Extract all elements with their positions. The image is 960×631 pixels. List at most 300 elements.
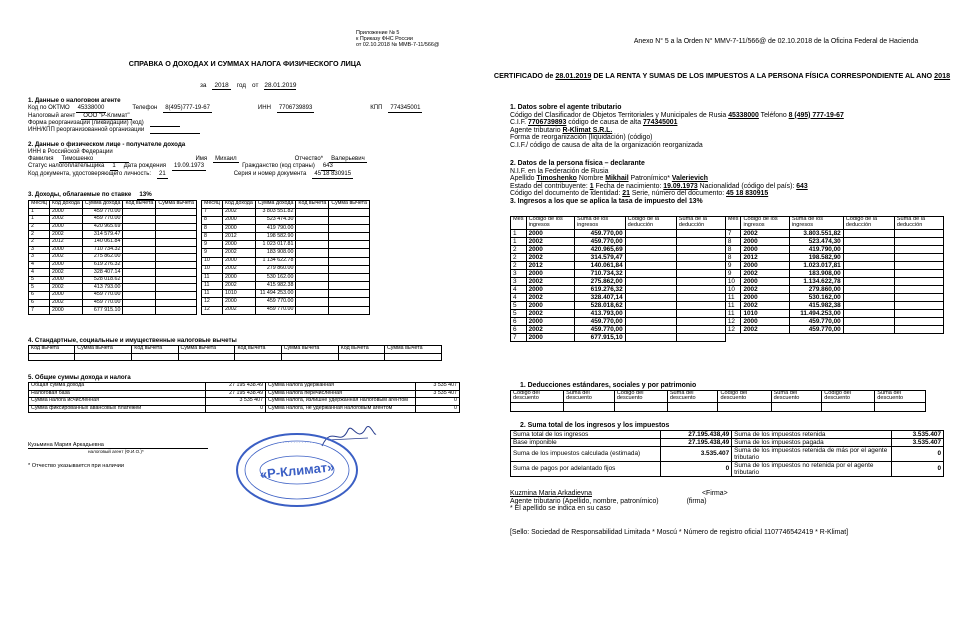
table-row bbox=[29, 405, 460, 413]
income-amount-cell: 3 803 551.82 bbox=[255, 208, 296, 216]
income-code-cell: 2002 bbox=[526, 278, 574, 286]
deduction-code-cell bbox=[843, 278, 894, 286]
table-header-cell: Код дохода bbox=[222, 200, 255, 208]
table-row bbox=[29, 261, 197, 269]
income-amount-cell: 523 474.30 bbox=[255, 216, 296, 224]
table-row bbox=[511, 294, 944, 302]
deduction-code-cell bbox=[843, 229, 894, 237]
income-amount-cell: 530 162.00 bbox=[255, 273, 296, 281]
table-cell bbox=[29, 353, 75, 361]
ru-section-agent: 1. Данные о налоговом агенте Код по ОКТМО 45338000 Телефон 8(495)777-19-67 ИНН 7706739893 КПП 774345001 Налоговый агент ООО "Р-Климат" Форма реорганизации (ликвидации) (код) ИНН/КПП реорганизованной организации bbox=[28, 97, 421, 134]
table-cell bbox=[771, 403, 822, 412]
table-cell bbox=[511, 403, 564, 412]
month-cell: 3 bbox=[511, 269, 527, 277]
total-label-cell: Общая сумма дохода bbox=[29, 382, 206, 390]
table-row bbox=[201, 306, 369, 314]
income-amount-cell: 413.793,00 bbox=[575, 310, 626, 318]
month-cell: 9 bbox=[725, 261, 741, 269]
deduction-code-cell bbox=[625, 286, 676, 294]
table-header-cell: Código del descuento bbox=[718, 390, 771, 403]
ru-title: СПРАВКА О ДОХОДАХ И СУММАХ НАЛОГА ФИЗИЧЕСКОГО ЛИЦА bbox=[128, 59, 362, 68]
month-cell: 11 bbox=[201, 290, 222, 298]
table-row bbox=[201, 216, 369, 224]
income-amount-cell: 710.734,32 bbox=[575, 269, 626, 277]
table-row bbox=[201, 257, 369, 265]
deduction-code-cell bbox=[625, 269, 676, 277]
deduction-amount-cell bbox=[156, 231, 197, 239]
income-code-cell: 2000 bbox=[49, 307, 82, 315]
income-code-cell: 2000 bbox=[526, 286, 574, 294]
table-row bbox=[29, 238, 197, 246]
month-cell: 7 bbox=[201, 208, 222, 216]
deduction-code-cell bbox=[123, 254, 156, 262]
income-code-cell: 2002 bbox=[49, 231, 82, 239]
income-amount-cell: 523.474,30 bbox=[789, 237, 843, 245]
month-cell: 11 bbox=[725, 310, 741, 318]
income-amount-cell: 420.965,69 bbox=[575, 245, 626, 253]
ru-income-table-left bbox=[28, 200, 197, 315]
table-header-cell: Suma del descuento bbox=[771, 390, 822, 403]
month-cell: 1 bbox=[511, 237, 527, 245]
income-amount-cell: 1.023.017,81 bbox=[789, 261, 843, 269]
table-header-cell: Código del descuento bbox=[822, 390, 875, 403]
table-cell bbox=[281, 353, 338, 361]
table-header-cell: Suma del descuento bbox=[875, 390, 926, 403]
deduction-code-cell bbox=[296, 249, 329, 257]
table-header-cell: Código de la deducción bbox=[843, 217, 894, 230]
income-amount-cell: 314.579,47 bbox=[575, 253, 626, 261]
month-cell: 9 bbox=[725, 269, 741, 277]
month-cell: 8 bbox=[201, 224, 222, 232]
deduction-code-cell bbox=[123, 231, 156, 239]
month-cell: 2 bbox=[29, 238, 50, 246]
income-code-cell: 2000 bbox=[526, 229, 574, 237]
total-label-cell: Suma de los impuestos pagada bbox=[732, 438, 892, 446]
income-code-cell: 2002 bbox=[49, 299, 82, 307]
month-cell: 11 bbox=[725, 302, 741, 310]
deduction-code-cell bbox=[296, 298, 329, 306]
income-code-cell: 2002 bbox=[526, 237, 574, 245]
table-row bbox=[201, 249, 369, 257]
income-amount-cell: 279.860,00 bbox=[789, 286, 843, 294]
table-row bbox=[511, 261, 944, 269]
table-row bbox=[511, 278, 944, 286]
income-amount-cell: 459.770,00 bbox=[789, 326, 843, 334]
es-section-totals: 2. Suma total de los ingresos y los impuestos Suma total de los ingresos 27.195.438,49 Suma de los impuestos retenida 3.535.407 Base imponible 27.195.438,49 Suma de los impuestos pagada 3.535.407 Suma de los impuestos calculada (estimada) 3.535.407 Suma de los impuestos retenida de más por el agente tributario 0 Suma de pagos por adelantado fijos 0 Suma de los impuestos no retenida por el agente tributario 0 bbox=[510, 422, 944, 477]
table-row bbox=[511, 334, 944, 342]
es-signer: Kuzmina Maria Arkadievna <Firma> Agente tributario (Apellido, nombre, patronímico) (firma) * El apellido se indica en su caso bbox=[510, 490, 728, 513]
month-cell: 11 bbox=[201, 282, 222, 290]
month-cell: 2 bbox=[511, 245, 527, 253]
income-code-cell: 2002 bbox=[222, 249, 255, 257]
income-amount-cell: 314 579.47 bbox=[82, 231, 123, 239]
income-amount-cell: 275.862,00 bbox=[575, 278, 626, 286]
deduction-code-cell bbox=[843, 294, 894, 302]
deduction-amount-cell bbox=[156, 292, 197, 300]
income-code-cell: 2000 bbox=[222, 257, 255, 265]
deduction-code-cell bbox=[123, 238, 156, 246]
deduction-code-cell bbox=[123, 292, 156, 300]
table-row bbox=[201, 241, 369, 249]
table-header-cell: Сумма вычета bbox=[156, 200, 197, 208]
deduction-amount-cell bbox=[156, 307, 197, 315]
income-amount-cell: 11.494.253,00 bbox=[789, 310, 843, 318]
svg-text:«Р-Климат»: «Р-Климат» bbox=[259, 459, 335, 482]
deduction-code-cell bbox=[625, 310, 676, 318]
income-code-cell: 2000 bbox=[222, 224, 255, 232]
table-cell bbox=[384, 353, 441, 361]
total-value-cell: 27.195.438,49 bbox=[661, 430, 732, 438]
deduction-code-cell bbox=[625, 237, 676, 245]
income-amount-cell: 140.061,84 bbox=[575, 261, 626, 269]
total-value-cell: 3.535.407 bbox=[892, 438, 944, 446]
month-cell: 1 bbox=[29, 216, 50, 224]
total-value-cell: 3 535 407 bbox=[416, 390, 460, 398]
deduction-amount-cell bbox=[894, 253, 943, 261]
total-label-cell: Suma de los impuestos no retenida por el agente tributario bbox=[732, 461, 892, 476]
table-header-cell: Сумма вычета bbox=[329, 200, 370, 208]
deduction-amount-cell bbox=[894, 237, 943, 245]
es-section-deductions: 1. Deducciones estándares, sociales y por patrimonio Código del descuento Suma del descuento Código del descuento Suma del descuento Código del descuento Suma del descuento Código del descuento Suma del descuento bbox=[510, 382, 944, 412]
deduction-amount-cell bbox=[676, 269, 725, 277]
income-amount-cell: 619.276,32 bbox=[575, 286, 626, 294]
table-row bbox=[511, 229, 944, 237]
income-amount-cell: 415.982,38 bbox=[789, 302, 843, 310]
month-cell: 4 bbox=[511, 286, 527, 294]
month-cell: 8 bbox=[725, 237, 741, 245]
deduction-code-cell bbox=[296, 241, 329, 249]
empty-cell bbox=[789, 334, 843, 342]
table-row bbox=[511, 310, 944, 318]
income-code-cell: 2002 bbox=[741, 326, 789, 334]
deduction-amount-cell bbox=[329, 290, 370, 298]
income-code-cell: 1010 bbox=[222, 290, 255, 298]
income-code-cell: 2012 bbox=[741, 253, 789, 261]
income-code-cell: 2012 bbox=[49, 238, 82, 246]
month-cell: 8 bbox=[725, 245, 741, 253]
income-amount-cell: 710 734.32 bbox=[82, 246, 123, 254]
deduction-amount-cell bbox=[894, 269, 943, 277]
income-code-cell: 2002 bbox=[222, 208, 255, 216]
month-cell: 4 bbox=[29, 261, 50, 269]
deduction-amount-cell bbox=[676, 302, 725, 310]
deduction-code-cell bbox=[123, 261, 156, 269]
income-amount-cell: 459.770,00 bbox=[575, 318, 626, 326]
table-row bbox=[511, 461, 944, 476]
income-amount-cell: 275 862.00 bbox=[82, 254, 123, 262]
table-header-cell: Código del descuento bbox=[614, 390, 667, 403]
total-value-cell: 0 bbox=[892, 446, 944, 461]
total-value-cell: 0 bbox=[416, 405, 460, 413]
income-amount-cell: 1 023 017.81 bbox=[255, 241, 296, 249]
deduction-code-cell bbox=[625, 278, 676, 286]
income-code-cell: 2000 bbox=[741, 318, 789, 326]
table-row bbox=[201, 233, 369, 241]
income-amount-cell: 619 276.32 bbox=[82, 261, 123, 269]
table-row bbox=[29, 276, 197, 284]
table-header-cell: Suma de la deducción bbox=[676, 217, 725, 230]
income-code-cell: 2002 bbox=[49, 284, 82, 292]
table-row bbox=[511, 286, 944, 294]
income-amount-cell: 413 793.00 bbox=[82, 284, 123, 292]
total-value-cell: 3 535 407 bbox=[206, 398, 266, 406]
month-cell: 10 bbox=[201, 257, 222, 265]
income-code-cell: 2000 bbox=[49, 261, 82, 269]
ru-deductions-table bbox=[28, 345, 442, 361]
month-cell: 8 bbox=[201, 233, 222, 241]
income-code-cell: 2000 bbox=[222, 273, 255, 281]
total-value-cell: 27.195.438,49 bbox=[661, 438, 732, 446]
deduction-code-cell bbox=[625, 318, 676, 326]
deduction-amount-cell bbox=[676, 278, 725, 286]
month-cell: 5 bbox=[29, 276, 50, 284]
income-code-cell: 2000 bbox=[49, 276, 82, 284]
deduction-code-cell bbox=[296, 233, 329, 241]
deduction-amount-cell bbox=[894, 278, 943, 286]
month-cell: 1 bbox=[511, 229, 527, 237]
income-amount-cell: 459.770,00 bbox=[575, 229, 626, 237]
total-value-cell: 0 bbox=[206, 405, 266, 413]
income-code-cell: 2000 bbox=[49, 292, 82, 300]
svg-text:· · · · · · · · · · · · · · ·: · · · · · · · · · · · · · · · bbox=[277, 440, 317, 445]
table-row bbox=[201, 224, 369, 232]
deduction-amount-cell bbox=[156, 284, 197, 292]
company-stamp-icon bbox=[232, 430, 362, 510]
income-amount-cell: 677.915,10 bbox=[575, 334, 626, 342]
deduction-amount-cell bbox=[156, 254, 197, 262]
empty-cell bbox=[843, 334, 894, 342]
table-cell bbox=[614, 403, 667, 412]
deduction-amount-cell bbox=[329, 216, 370, 224]
deduction-amount-cell bbox=[156, 216, 197, 224]
month-cell: 11 bbox=[725, 294, 741, 302]
table-header-cell: Сумма вычета bbox=[281, 345, 338, 353]
deduction-code-cell bbox=[123, 216, 156, 224]
income-amount-cell: 1.134.622,78 bbox=[789, 278, 843, 286]
deduction-code-cell bbox=[296, 208, 329, 216]
income-amount-cell: 3.803.551,82 bbox=[789, 229, 843, 237]
income-code-cell: 2002 bbox=[526, 253, 574, 261]
income-amount-cell: 528.018,62 bbox=[575, 302, 626, 310]
table-row bbox=[29, 223, 197, 231]
deduction-amount-cell bbox=[329, 265, 370, 273]
ru-income-table-right bbox=[201, 200, 370, 315]
deduction-code-cell bbox=[296, 273, 329, 281]
month-cell: 10 bbox=[201, 265, 222, 273]
deduction-amount-cell bbox=[156, 276, 197, 284]
table-header-cell: Сумма вычета bbox=[75, 345, 132, 353]
income-amount-cell: 11 494 253.00 bbox=[255, 290, 296, 298]
table-header-cell: Сумма вычета bbox=[178, 345, 235, 353]
table-header-cell: Suma de los ingresos bbox=[575, 217, 626, 230]
es-seal-note: [Sello: Sociedad de Responsabilidad Limitada * Moscú * Número de registro oficial 1107746542419 * R-Klimat] bbox=[510, 529, 849, 536]
table-cell bbox=[718, 403, 771, 412]
table-cell bbox=[75, 353, 132, 361]
deduction-amount-cell bbox=[156, 238, 197, 246]
income-code-cell: 2000 bbox=[49, 208, 82, 216]
income-code-cell: 2000 bbox=[526, 269, 574, 277]
income-code-cell: 2002 bbox=[741, 229, 789, 237]
deduction-code-cell bbox=[296, 290, 329, 298]
table-row bbox=[29, 307, 197, 315]
income-amount-cell: 459 770.00 bbox=[255, 298, 296, 306]
deduction-code-cell bbox=[296, 224, 329, 232]
deduction-amount-cell bbox=[329, 241, 370, 249]
month-cell: 12 bbox=[725, 318, 741, 326]
income-code-cell: 2000 bbox=[526, 302, 574, 310]
deduction-amount-cell bbox=[329, 282, 370, 290]
income-amount-cell: 459.770,00 bbox=[575, 326, 626, 334]
empty-cell bbox=[725, 334, 741, 342]
table-header-cell: Código de los ingresos bbox=[526, 217, 574, 230]
total-value-cell: 3.535.407 bbox=[661, 446, 732, 461]
table-row bbox=[511, 438, 944, 446]
table-header-cell: Месяц bbox=[29, 200, 50, 208]
es-section-person: 2. Datos de la persona física – declarante N.I.F. en la Federación de Rusia Apellido Timoshenko Nombre Mikhail Patronímico* Valerievich Estado del contribuyente: 1 Fecha de nacimiento: 19.09.1973 Nacionalidad (código del país): 643 Código del documento de identidad: 21 Serie, número del documento: 45 18 830915 3. Ingresos a los que se aplica la tasa de impuesto del 13% bbox=[510, 160, 808, 205]
ru-section-income: 3. Доходы, облагаемые по ставке 13% Месяц Код дохода Сумма дохода Код вычета Сумма вычета 1 2000 459 770.00 1 2002 459 770.00 2 2000 420 965.69 2 2002 314 579.47 2 2012 140 061.84 3 2000 710 734.32 3 2002 275 862.00 4 2000 619 276.32 4 2002 328 407.14 5 2000 528 018.62 5 2002 413 793.00 6 2000 459 770.00 6 2002 459 770.00 7 2000 677 915.10 Месяц Код дохода Сумма дохода Код вычета Сумма вычета 7 2002 3 803 551.82 8 2000 523 474.30 8 2000 419 790.00 8 2012 198 582.90 9 2000 1 023 017.81 9 2002 183 908.00 10 2000 1 134 622.78 10 2002 279 860.00 11 2000 530 162.00 11 2002 415 982.38 11 1010 11 494 253.00 12 2000 459 770.00 12 2002 459 770.00 bbox=[28, 192, 460, 315]
deduction-amount-cell bbox=[329, 249, 370, 257]
income-amount-cell: 459 770.00 bbox=[82, 299, 123, 307]
income-amount-cell: 677 915.10 bbox=[82, 307, 123, 315]
income-code-cell: 2002 bbox=[741, 269, 789, 277]
es-title: CERTIFICADO de 28.01.2019 DE LA RENTA Y SUMAS DE LOS IMPUESTOS A LA PERSONA FÍSICA CORRESPONDIENTE AL ANO 2018 bbox=[493, 71, 951, 80]
month-cell: 4 bbox=[29, 269, 50, 277]
income-code-cell: 2002 bbox=[741, 302, 789, 310]
table-cell bbox=[235, 353, 281, 361]
empty-cell bbox=[741, 334, 789, 342]
income-amount-cell: 528 018.62 bbox=[82, 276, 123, 284]
deduction-amount-cell bbox=[156, 223, 197, 231]
deduction-code-cell bbox=[625, 334, 676, 342]
income-amount-cell: 459.770,00 bbox=[789, 318, 843, 326]
deduction-amount-cell bbox=[676, 245, 725, 253]
deduction-amount-cell bbox=[156, 269, 197, 277]
table-header-cell: Suma de los ingresos bbox=[789, 217, 843, 230]
deduction-code-cell bbox=[123, 269, 156, 277]
deduction-code-cell bbox=[625, 253, 676, 261]
month-cell: 7 bbox=[725, 229, 741, 237]
income-amount-cell: 459 770.00 bbox=[82, 216, 123, 224]
table-header-cell: Código de la deducción bbox=[625, 217, 676, 230]
income-code-cell: 2000 bbox=[526, 245, 574, 253]
income-code-cell: 2000 bbox=[741, 245, 789, 253]
total-value-cell: 0 bbox=[416, 398, 460, 406]
table-cell bbox=[132, 353, 178, 361]
deduction-code-cell bbox=[843, 261, 894, 269]
table-cell bbox=[338, 353, 384, 361]
income-code-cell: 2002 bbox=[49, 216, 82, 224]
total-label-cell: Сумма фиксированных авансовых платежей bbox=[29, 405, 206, 413]
deduction-code-cell bbox=[123, 299, 156, 307]
income-amount-cell: 415 982.38 bbox=[255, 282, 296, 290]
income-code-cell: 2000 bbox=[222, 298, 255, 306]
deduction-code-cell bbox=[625, 261, 676, 269]
deduction-amount-cell bbox=[894, 302, 943, 310]
deduction-amount-cell bbox=[329, 208, 370, 216]
deduction-code-cell bbox=[123, 223, 156, 231]
table-header-cell: Сумма дохода bbox=[82, 200, 123, 208]
month-cell: 9 bbox=[201, 249, 222, 257]
total-label-cell: Сумма налога, не удержанная налоговым агентом bbox=[266, 405, 416, 413]
deduction-amount-cell bbox=[676, 310, 725, 318]
income-code-cell: 2002 bbox=[49, 254, 82, 262]
income-code-cell: 2002 bbox=[222, 306, 255, 314]
income-amount-cell: 140 061.84 bbox=[82, 238, 123, 246]
table-header-cell: Mes bbox=[511, 217, 527, 230]
es-income-table bbox=[510, 216, 944, 342]
deduction-code-cell bbox=[123, 307, 156, 315]
total-value-cell: 3.535.407 bbox=[892, 430, 944, 438]
total-label-cell: Suma de los impuestos retenida de más por el agente tributario bbox=[732, 446, 892, 461]
table-row bbox=[201, 265, 369, 273]
month-cell: 5 bbox=[511, 310, 527, 318]
table-header-cell: Код вычета bbox=[123, 200, 156, 208]
ru-year-line: за 2018 год от 28.01.2019 bbox=[200, 82, 297, 89]
table-header-cell: Код вычета bbox=[338, 345, 384, 353]
deduction-code-cell bbox=[843, 286, 894, 294]
table-row bbox=[201, 290, 369, 298]
deduction-amount-cell bbox=[894, 326, 943, 334]
income-code-cell: 2000 bbox=[49, 246, 82, 254]
deduction-code-cell bbox=[843, 302, 894, 310]
income-amount-cell: 419.790,00 bbox=[789, 245, 843, 253]
deduction-code-cell bbox=[843, 253, 894, 261]
table-row bbox=[511, 269, 944, 277]
russian-certificate bbox=[0, 0, 470, 631]
table-row bbox=[201, 208, 369, 216]
deduction-amount-cell bbox=[894, 229, 943, 237]
month-cell: 3 bbox=[29, 254, 50, 262]
table-row bbox=[511, 326, 944, 334]
month-cell: 2 bbox=[511, 253, 527, 261]
total-value-cell: 27 195 438.49 bbox=[206, 390, 266, 398]
income-code-cell: 2000 bbox=[526, 318, 574, 326]
deduction-code-cell bbox=[625, 302, 676, 310]
deduction-amount-cell bbox=[329, 257, 370, 265]
month-cell: 9 bbox=[201, 241, 222, 249]
table-header-cell: Месяц bbox=[201, 200, 222, 208]
table-header-cell: Код вычета bbox=[235, 345, 281, 353]
income-amount-cell: 459.770,00 bbox=[575, 237, 626, 245]
deduction-amount-cell bbox=[676, 253, 725, 261]
deduction-amount-cell bbox=[894, 294, 943, 302]
table-row bbox=[29, 382, 460, 390]
total-label-cell: Suma total de los ingresos bbox=[511, 430, 661, 438]
month-cell: 11 bbox=[201, 273, 222, 281]
income-code-cell: 2000 bbox=[741, 278, 789, 286]
month-cell: 5 bbox=[511, 302, 527, 310]
deduction-code-cell bbox=[625, 326, 676, 334]
income-code-cell: 2012 bbox=[222, 233, 255, 241]
ru-signer: Кузьмина Мария Аркадьевна налоговый агент (Ф.И.О.)* bbox=[28, 442, 208, 454]
total-label-cell: Suma de pagos por adelantado fijos bbox=[511, 461, 661, 476]
income-code-cell: 2002 bbox=[741, 286, 789, 294]
table-row bbox=[511, 318, 944, 326]
month-cell: 3 bbox=[511, 278, 527, 286]
deduction-amount-cell bbox=[156, 246, 197, 254]
deduction-amount-cell bbox=[156, 208, 197, 216]
deduction-code-cell bbox=[296, 257, 329, 265]
income-code-cell: 2012 bbox=[526, 261, 574, 269]
table-cell bbox=[564, 403, 615, 412]
month-cell: 2 bbox=[29, 223, 50, 231]
ru-section-person: 2. Данные о физическом лице - получателе дохода ИНН в Российской Федерации Фамилия Тимошенко Имя Михаил Отчество* Валерьевич Статус налогоплательщика 1 Дата рождения 19.09.1973 Гражданство (код страны) 643 Код документа, удостоверяющего личность: 21 Серия и номер документа 45 18 830915 bbox=[28, 141, 365, 178]
deduction-amount-cell bbox=[894, 318, 943, 326]
total-label-cell: Сумма налога исчисленная bbox=[29, 398, 206, 406]
deduction-amount-cell bbox=[676, 318, 725, 326]
total-label-cell: Налоговая база bbox=[29, 390, 206, 398]
month-cell: 5 bbox=[29, 284, 50, 292]
